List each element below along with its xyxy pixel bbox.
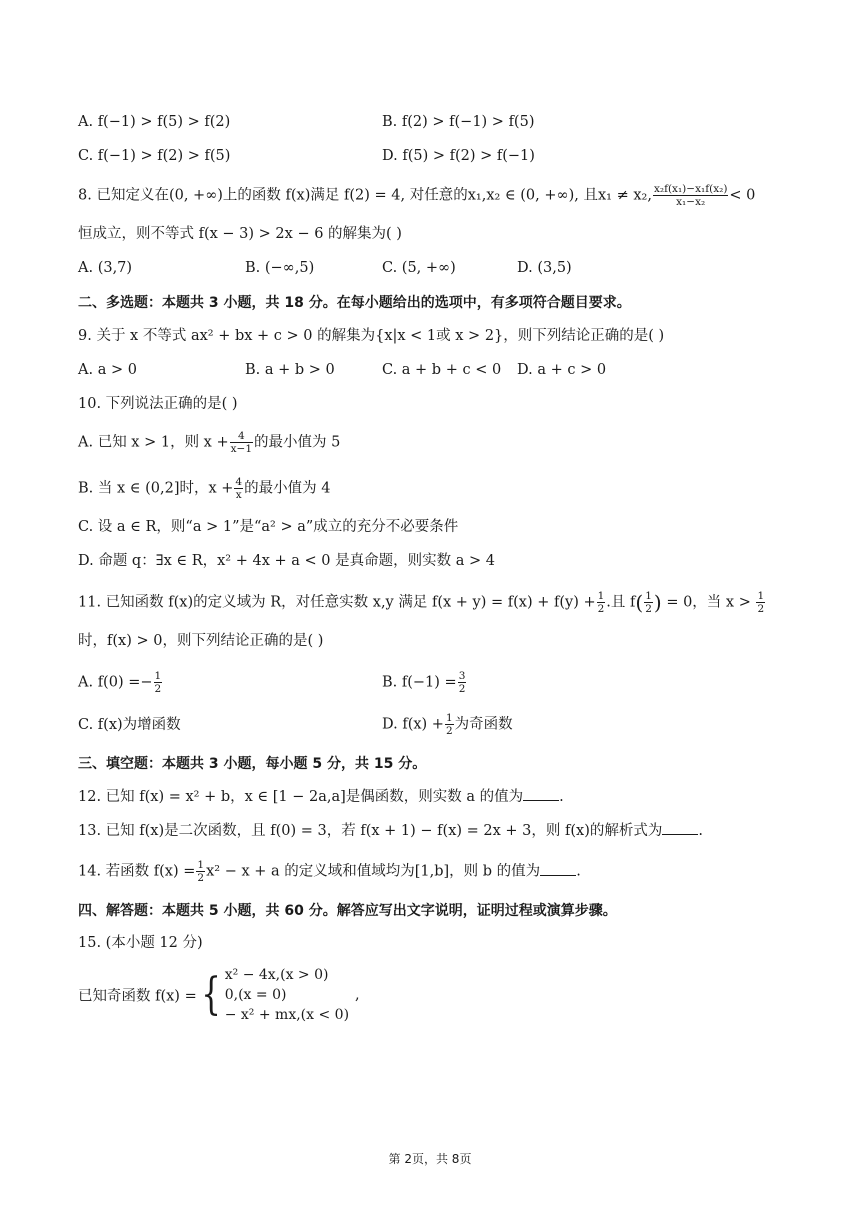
q11-stem-mid: .且 f <box>606 594 636 611</box>
q14 <box>78 859 581 884</box>
q14-fraction <box>196 859 205 884</box>
q11-a-num: 1 <box>154 670 162 682</box>
q7-option-b: B. f(2) > f(−1) > f(5) <box>382 114 535 130</box>
q8-option-a: A. (3,7) <box>78 260 133 276</box>
q10-option-a <box>78 430 340 455</box>
section-answer-heading: 四、解答题：本题共 5 小题，共 60 分。解答应写出文字说明，证明过程或演算步骤。 <box>78 903 617 919</box>
q11-stem-line2: 时，f(x) > 0，则下列结论正确的是( ) <box>78 633 324 649</box>
q15-case-1: x² − 4x,(x > 0) <box>224 967 329 983</box>
q11-option-b <box>382 670 467 695</box>
q9-option-d: D. a + c > 0 <box>517 362 607 378</box>
q10-b-den: x <box>235 489 242 501</box>
q11-half-fraction <box>597 590 606 615</box>
left-brace-icon: { <box>200 969 221 1020</box>
q11-d-suffix: 为奇函数 <box>454 716 513 733</box>
q9-stem: 9. 关于 x 不等式 ax² + bx + c > 0 的解集为{x|x < 1或 x > 2}，则下列结论正确的是( ) <box>78 328 665 344</box>
q8-stem-prefix: 8. 已知定义在(0, +∞)上的函数 f(x)满足 f(2) = 4, 对任意的x₁,x₂ ∈ (0, +∞), 且x₁ ≠ x₂, <box>78 187 652 204</box>
q15-cases <box>225 965 349 1025</box>
q11-d-num: 1 <box>445 712 453 724</box>
q10-a-num: 4 <box>230 430 253 443</box>
q15-piecewise <box>78 965 360 1025</box>
q11-d-fraction <box>445 712 454 737</box>
q10-stem: 10. 下列说法正确的是( ) <box>78 396 238 412</box>
q11-d-den: 2 <box>445 725 453 737</box>
q10-b-num: 4 <box>235 476 243 488</box>
q13 <box>78 820 703 842</box>
q11-option-d <box>382 712 513 737</box>
q10-option-c: C. 设 a ∈ R，则“a > 1”是“a² > a”成立的充分不必要条件 <box>78 519 459 535</box>
q11-b-prefix: B. f(−1) = <box>382 674 457 691</box>
q10-a-den: x−1 <box>230 443 253 455</box>
page-footer: 第 2页，共 8页 <box>388 1152 472 1166</box>
q10-a-suffix: 的最小值为 5 <box>254 434 341 451</box>
q11-stem-prefix: 11. 已知函数 f(x)的定义域为 R，对任意实数 x,y 满足 f(x + y) = f(x) + f(y) + <box>78 594 596 611</box>
q15-case-3: − x² + mx,(x < 0) <box>224 1007 350 1023</box>
q15-title: 15. (本小题 12 分) <box>78 935 203 951</box>
q8-option-d: D. (3,5) <box>517 260 572 276</box>
q13-text: 13. 已知 f(x)是二次函数，且 f(0) = 3，若 f(x + 1) − f(x) = 2x + 3，则 f(x)的解析式为 <box>78 823 663 839</box>
q11-b-num: 3 <box>458 670 466 682</box>
q9-option-b: B. a + b > 0 <box>245 362 335 378</box>
q8-stem-suffix: < 0 <box>729 187 756 204</box>
q13-answer-blank <box>662 820 698 835</box>
q10-option-d: D. 命题 q：∃x ∈ R，x² + 4x + a < 0 是真命题，则实数 a > 4 <box>78 553 495 569</box>
q14-answer-blank <box>540 861 576 876</box>
q10-b-fraction <box>234 476 243 501</box>
q15-suffix: , <box>355 987 360 1003</box>
q9-option-c: C. a + b + c < 0 <box>382 362 502 378</box>
q10-a-fraction <box>230 430 253 455</box>
section-fill-blank-heading: 三、填空题：本题共 3 小题，每小题 5 分，共 15 分。 <box>78 756 427 772</box>
q11-stem-mid2: = 0，当 x > <box>666 594 751 611</box>
q9-option-a: A. a > 0 <box>78 362 137 378</box>
q15-case-2: 0,(x = 0) <box>224 987 287 1003</box>
q13-suffix: . <box>698 823 703 839</box>
q11-x-den: 2 <box>757 603 765 615</box>
q15-prefix: 已知奇函数 f(x) = <box>78 988 197 1005</box>
q11-half-num: 1 <box>597 590 605 602</box>
q14-prefix: 14. 若函数 f(x) = <box>78 863 196 880</box>
q12 <box>78 786 564 808</box>
q12-text: 12. 已知 f(x) = x² + b，x ∈ [1 − 2a,a]是偶函数，则实数 a 的值为 <box>78 789 524 805</box>
q14-num: 1 <box>197 859 205 871</box>
q11-x-fraction <box>756 590 765 615</box>
q11-d-prefix: D. f(x) + <box>382 716 444 733</box>
q11-a-fraction <box>154 670 163 695</box>
q11-b-fraction <box>458 670 467 695</box>
q7-option-d: D. f(5) > f(2) > f(−1) <box>382 148 535 164</box>
q8-fraction <box>653 183 728 208</box>
q11-x-num: 1 <box>757 590 765 602</box>
q12-answer-blank <box>523 786 559 801</box>
q11-half-den: 2 <box>597 603 605 615</box>
q14-suffix: . <box>576 863 581 880</box>
q10-b-prefix: B. 当 x ∈ (0,2]时，x + <box>78 480 234 497</box>
q11-arg-num: 1 <box>645 590 652 602</box>
q8-frac-num: x₂f(x₁)−x₁f(x₂) <box>653 183 728 195</box>
q8-frac-den: x₁−x₂ <box>676 196 706 208</box>
q10-a-prefix: A. 已知 x > 1，则 x + <box>78 434 229 451</box>
q11-option-a <box>78 670 163 695</box>
section-multiple-choice-heading: 二、多选题：本题共 3 小题，共 18 分。在每小题给出的选项中，有多项符合题目要求。 <box>78 295 631 311</box>
q11-arg-den: 2 <box>645 603 652 615</box>
q11-a-den: 2 <box>154 683 162 695</box>
q11-stem: 11. 已知函数 f(x)的定义域为 R，对任意实数 x,y 满足 f(x + y) = f(x) + f(y) + $\frac{1}{2}$ .且 f( $\frac{1}{2}$ ) = 0，当 x > $\frac{1}{2}$ <box>78 590 765 615</box>
q8-stem <box>78 183 755 208</box>
q11-arg-fraction <box>644 590 653 615</box>
q7-option-c: C. f(−1) > f(2) > f(5) <box>78 148 231 164</box>
q11-b-den: 2 <box>458 683 466 695</box>
q10-option-b <box>78 476 330 501</box>
q8-option-c: C. (5, +∞) <box>382 260 456 276</box>
q8-stem-line2: 恒成立，则不等式 f(x − 3) > 2x − 6 的解集为( ) <box>78 226 402 242</box>
q8-option-b: B. (−∞,5) <box>245 260 315 276</box>
q11-option-c: C. f(x)为增函数 <box>78 717 181 733</box>
q7-option-a: A. f(−1) > f(5) > f(2) <box>78 114 231 130</box>
q14-mid: x² − x + a 的定义域和值域均为[1,b]，则 b 的值为 <box>206 863 541 880</box>
q12-suffix: . <box>559 789 564 805</box>
q11-a-prefix: A. f(0) =− <box>78 674 153 691</box>
q10-b-suffix: 的最小值为 4 <box>244 480 331 497</box>
q14-den: 2 <box>197 872 205 884</box>
